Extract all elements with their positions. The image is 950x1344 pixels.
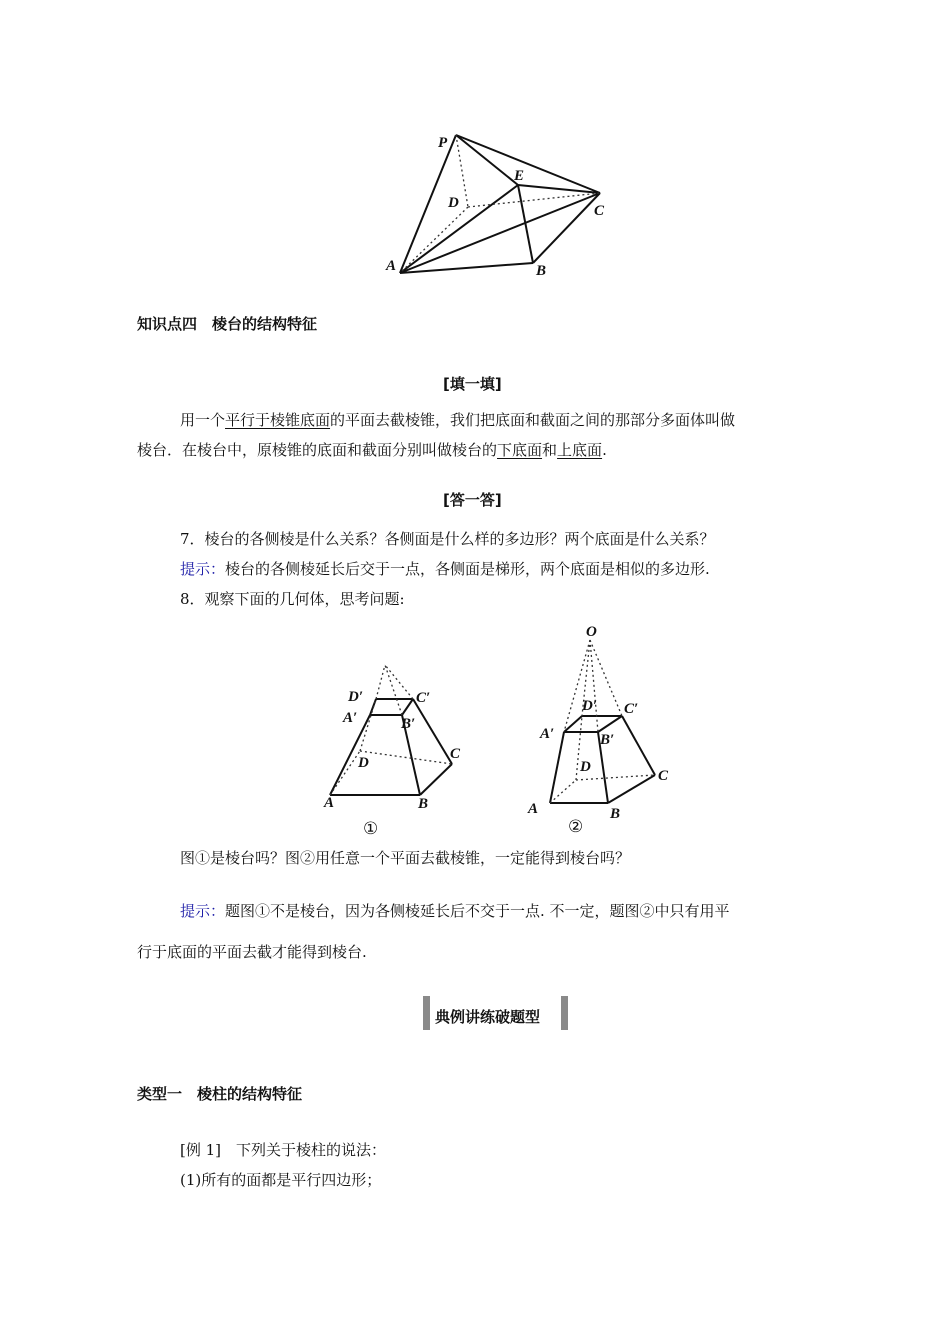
label-Bprime-2: B′ <box>600 732 615 748</box>
label-Dprime-1: D′ <box>348 689 364 705</box>
label-D: D <box>448 195 459 211</box>
pyramid-figure <box>370 125 630 285</box>
label-E: E <box>514 168 525 184</box>
label-O-2: O <box>586 624 597 640</box>
label-C-1: C <box>450 746 461 762</box>
label-D-2: D <box>580 759 591 775</box>
fill-text: 和 <box>542 441 558 459</box>
fill-paragraph-line2 <box>137 440 607 460</box>
fill-blank: 平行于棱锥底面 <box>225 411 331 429</box>
answer-heading: [答一答] <box>443 491 502 509</box>
fill-text: 棱台．在棱台中，原棱锥的底面和截面分别叫做棱台的 <box>137 441 498 459</box>
fill-blank: 上底面 <box>557 441 603 459</box>
banner-title: 典例讲练破题型 <box>435 1008 541 1026</box>
label-A-1: A <box>324 795 335 811</box>
fill-text: 用一个 <box>180 411 226 429</box>
hint-text: 题图①不是棱台，因为各侧棱延长后不交于一点. 不一定，题图②中只有用平 <box>225 902 730 920</box>
label-Aprime-1: A′ <box>343 710 358 726</box>
fill-text: . <box>602 441 607 459</box>
question-8: 8．观察下面的几何体，思考问题: <box>180 590 405 608</box>
hint-text: 棱台的各侧棱延长后交于一点，各侧面是梯形，两个底面是相似的多边形. <box>225 560 710 578</box>
label-A: A <box>386 258 397 274</box>
frustum-figures <box>310 618 690 843</box>
section-heading: 知识点四 棱台的结构特征 <box>137 315 318 333</box>
section-banner <box>423 996 571 1030</box>
fill-paragraph-line1 <box>180 410 735 430</box>
label-P: P <box>438 135 448 151</box>
question-7: 7．棱台的各侧棱是什么关系？各侧面是什么样的多边形？两个底面是什么关系？ <box>180 530 715 548</box>
label-B-1: B <box>418 796 429 812</box>
label-B: B <box>536 263 547 279</box>
banner-bar-right <box>561 996 568 1030</box>
label-Cprime-2: C′ <box>624 701 639 717</box>
label-Bprime-1: B′ <box>401 716 416 732</box>
hint-label: 提示： <box>180 560 226 578</box>
hint-8-line1 <box>180 901 730 921</box>
label-Aprime-2: A′ <box>540 726 555 742</box>
fill-text: 的平面去截棱锥，我们把底面和截面之间的那部分多面体叫做 <box>330 411 736 429</box>
fill-blank: 下底面 <box>497 441 543 459</box>
example-line2: (1)所有的面都是平行四边形； <box>180 1171 382 1189</box>
label-C: C <box>594 203 605 219</box>
hint-label: 提示： <box>180 902 226 920</box>
label-Dprime-2: D′ <box>582 698 598 714</box>
question-8-text: 图①是棱台吗？图②用任意一个平面去截棱锥，一定能得到棱台吗？ <box>180 849 631 867</box>
example-line1: [例 1] 下列关于棱柱的说法： <box>180 1141 387 1159</box>
banner-bar-left <box>423 996 430 1030</box>
label-B-2: B <box>610 806 621 822</box>
label-Cprime-1: C′ <box>416 690 431 706</box>
figure-caption-1: ① <box>363 819 379 839</box>
label-D-1: D <box>358 755 369 771</box>
hint-8-line2: 行于底面的平面去截才能得到棱台. <box>137 943 367 961</box>
label-A-2: A <box>528 801 539 817</box>
figure-caption-2: ② <box>568 817 584 837</box>
fill-heading: [填一填] <box>443 375 502 393</box>
hint-7 <box>180 559 710 579</box>
type-heading: 类型一 棱柱的结构特征 <box>137 1085 303 1103</box>
label-C-2: C <box>658 768 669 784</box>
